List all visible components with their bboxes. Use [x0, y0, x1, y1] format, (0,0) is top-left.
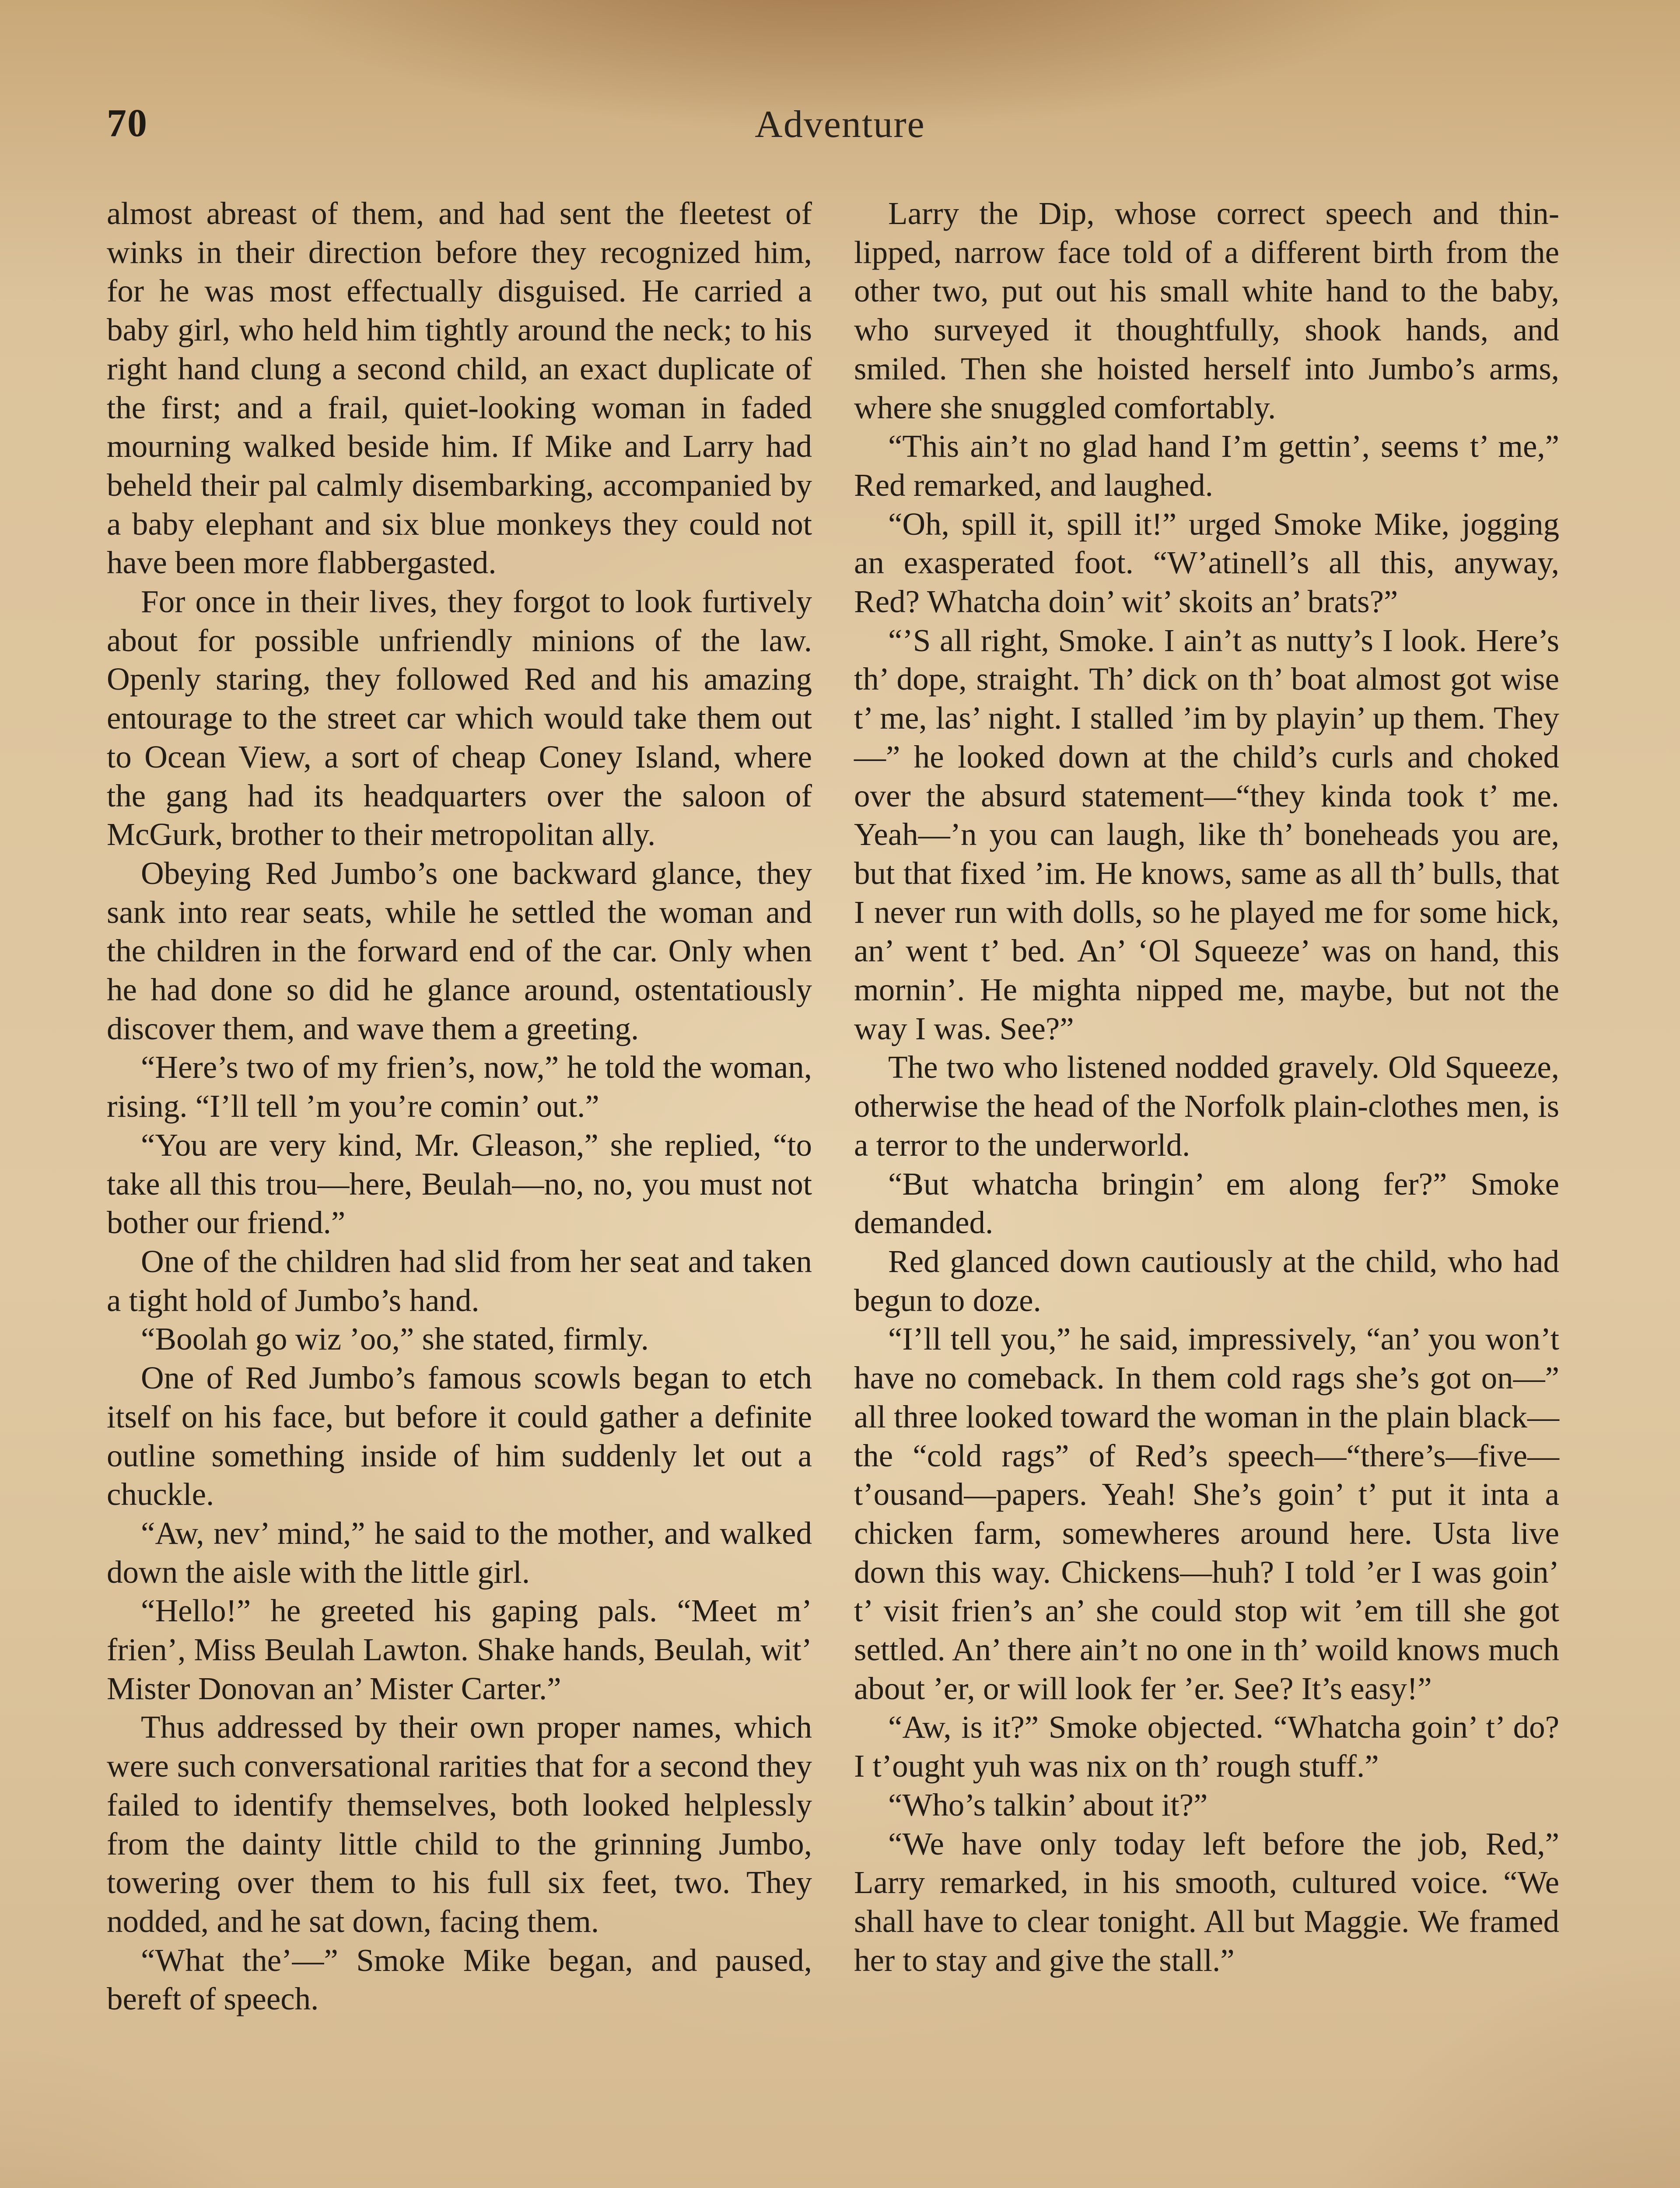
- paragraph: “But whatcha bringin’ em along fer?” Smoke demanded.: [854, 1166, 1559, 1241]
- paragraph: “This ain’t no glad hand I’m gettin’, seems t’ me,” Red remarked, and laughed.: [854, 428, 1559, 503]
- paragraph: “’S all right, Smoke. I ain’t as nutty’s I look. Here’s th’ dope, straight. Th’ dick on th’ boat almost got wise t’ me, las’ night. I stalled ’im by playin’ up them. They—” he looked down at the child’s curls and choked over the absurd statement—“they kinda took t’ me. Yeah—’n you can laugh, like th’ boneheads you are, but that fixed ’im. He knows, same as all th’ bulls, that I never run with dolls, so he played me for some hick, an’ went t’ bed. An’ ‘Ol Squeeze’ was on hand, this mornin’. He mighta nipped me, maybe, but not the way I was. See?”: [854, 622, 1559, 1046]
- paragraph: One of the children had slid from her seat and taken a tight hold of Jumbo’s hand.: [107, 1243, 812, 1318]
- paragraph: “Who’s talkin’ about it?”: [888, 1787, 1208, 1823]
- paragraph: Larry the Dip, whose correct speech and thin-lipped, narrow face told of a different birth from the other two, put out his small white hand to the baby, who surveyed it thoughtfully, shook hands, and smiled. Then she hoisted herself into Jumbo’s arms, where she snuggled comfortably.: [854, 196, 1559, 425]
- paragraph: “We have only today left before the job, Red,” Larry remarked, in his smooth, cultured voice. “We shall have to clear tonight. All but Maggie. We framed her to stay and give the stall.”: [854, 1826, 1559, 1978]
- page-header: [107, 101, 1573, 149]
- paragraph: “Boolah go wiz ’oo,” she stated, firmly.: [141, 1321, 649, 1357]
- paragraph: “Here’s two of my frien’s, now,” he told the woman, rising. “I’ll tell ’m you’re comin’ out.”: [107, 1049, 812, 1124]
- paragraph: Obeying Red Jumbo’s one backward glance, they sank into rear seats, while he settled the woman and the children in the forward end of the car. Only when he had done so did he glance around, ostentatiously discover them, and wave them a greeting.: [107, 855, 812, 1046]
- left-column: [107, 194, 812, 2019]
- page-number: 70: [107, 102, 148, 145]
- paragraph: “I’ll tell you,” he said, impressively, “an’ you won’t have no comeback. In them cold rags she’s got on—” all three looked toward the woman in the plain black—the “cold rags” of Red’s speech—“there’s—five—t’ousand—papers. Yeah! She’s goin’ t’ put it inta a chicken farm, somewheres around here. Usta live down this way. Chickens—huh? I told ’er I was goin’ t’ visit frien’s an’ she could stop wit ’em till she got settled. An’ there ain’t no one in th’ woild knows much about ’er, or will look fer ’er. See? It’s easy!”: [854, 1321, 1559, 1706]
- paragraph: “Hello!” he greeted his gaping pals. “Meet m’ frien’, Miss Beulah Lawton. Shake hands, Beulah, wit’ Mister Donovan an’ Mister Carter.”: [107, 1593, 812, 1706]
- right-column: [854, 194, 1559, 1980]
- running-title: Adventure: [755, 103, 925, 146]
- paragraph: One of Red Jumbo’s famous scowls began to etch itself on his face, but before it could gather a definite outline something inside of him suddenly let out a chuckle.: [107, 1360, 812, 1512]
- paragraph: Red glanced down cautiously at the child, who had begun to doze.: [854, 1243, 1559, 1318]
- paragraph: “What the’—” Smoke Mike began, and paused, bereft of speech.: [107, 1942, 812, 2017]
- paragraph: The two who listened nodded gravely. Old Squeeze, otherwise the head of the Norfolk plain-clothes men, is a terror to the underworld.: [854, 1049, 1559, 1163]
- paragraph: “Aw, nev’ mind,” he said to the mother, and walked down the aisle with the little girl.: [107, 1515, 812, 1590]
- paragraph: For once in their lives, they forgot to look furtively about for possible unfriendly minions of the law. Openly staring, they followed Red and his amazing entourage to the street car which would take them out to Ocean View, a sort of cheap Coney Island, where the gang had its headquarters over the saloon of McGurk, brother to their metropolitan ally.: [107, 584, 812, 852]
- paragraph: “Oh, spill it, spill it!” urged Smoke Mike, jogging an exasperated foot. “W’atinell’s all this, anyway, Red? Whatcha doin’ wit’ skoits an’ brats?”: [854, 506, 1559, 620]
- paragraph: Thus addressed by their own proper names, which were such conversational rarities that for a second they failed to identify themselves, both looked helplessly from the dainty little child to the grinning Jumbo, towering over them to his full six feet, two. They nodded, and he sat down, facing them.: [107, 1709, 812, 1939]
- paragraph: almost abreast of them, and had sent the fleetest of winks in their direction before they recognized him, for he was most effectually disguised. He carried a baby girl, who held him tightly around the neck; to his right hand clung a second child, an exact duplicate of the first; and a frail, quiet-looking woman in faded mourning walked beside him. If Mike and Larry had beheld their pal calmly disembarking, accompanied by a baby elephant and six blue monkeys they could not have been more flabbergasted.: [107, 196, 812, 581]
- paragraph: “Aw, is it?” Smoke objected. “Whatcha goin’ t’ do? I t’ought yuh was nix on th’ rough stuff.”: [854, 1709, 1559, 1784]
- paragraph: “You are very kind, Mr. Gleason,” she replied, “to take all this trou—here, Beulah—no, no, you must not bother our friend.”: [107, 1127, 812, 1241]
